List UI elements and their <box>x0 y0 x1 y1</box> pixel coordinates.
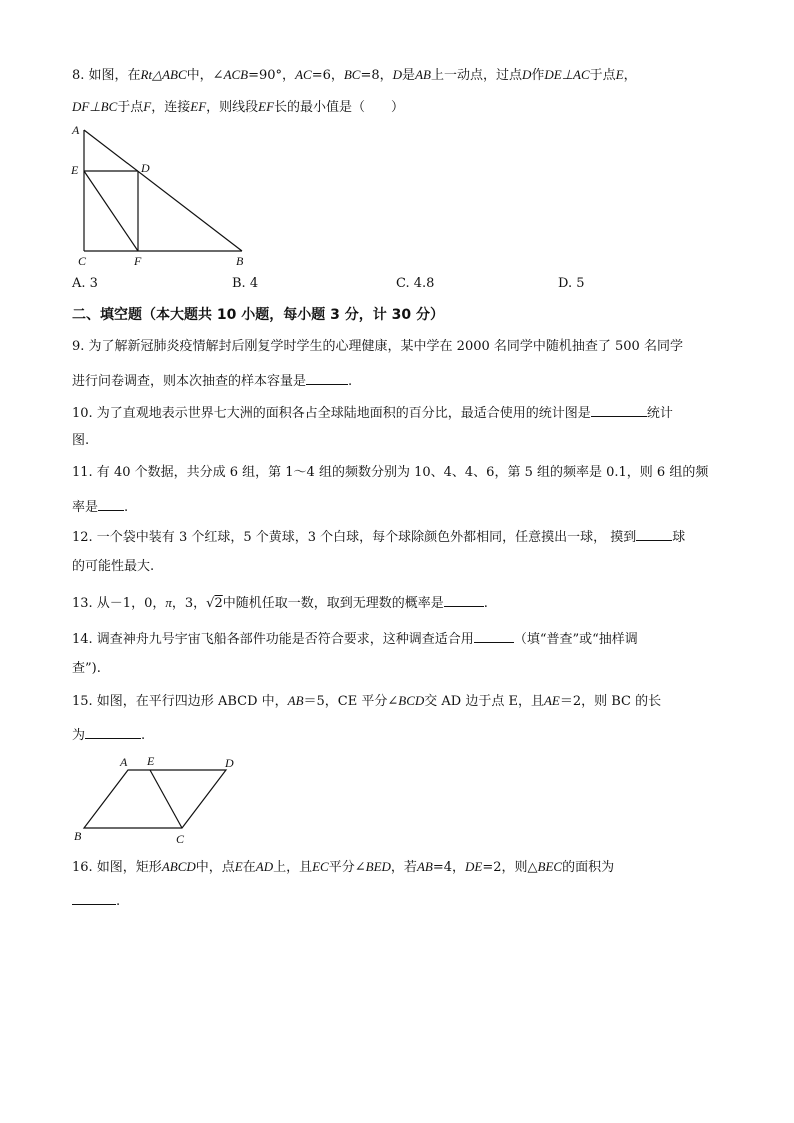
q11-text: 率是 <box>72 500 99 515</box>
q15-line1 <box>72 692 661 711</box>
answer-blank[interactable] <box>474 628 514 643</box>
q8-d: D <box>521 67 532 82</box>
q15-text: 为 <box>72 728 86 743</box>
q8-text: 中，∠ <box>186 68 224 83</box>
q15-text: 交 AD 边于点 E，且 <box>424 694 544 709</box>
q13-line <box>72 592 488 613</box>
q13-text: 中随机任取一数，取到无理数的概率是 <box>222 596 444 611</box>
answer-blank[interactable] <box>98 496 124 511</box>
answer-blank[interactable] <box>591 402 647 417</box>
label-f: F <box>134 254 142 268</box>
q8-rt: Rt△ABC <box>140 67 187 82</box>
q8-text: ，连接 <box>151 100 191 115</box>
q16-bed: BED <box>365 859 391 874</box>
q15-line2 <box>72 724 145 745</box>
q8-text: =6， <box>311 68 344 83</box>
q16-text: 上，且 <box>273 860 313 875</box>
label-b: B <box>74 829 82 843</box>
q9-line2 <box>72 370 352 391</box>
q16-ab: AB <box>416 859 433 874</box>
q8-number: 8. <box>72 68 85 83</box>
q16-text: 中，点 <box>195 860 235 875</box>
q8-text: 上一动点，过点 <box>430 68 522 83</box>
q15-ae: AE <box>543 693 560 708</box>
label-d: D <box>141 161 150 175</box>
q8-triangle-figure <box>66 120 256 270</box>
label-b: B <box>236 254 244 268</box>
q16-line1 <box>72 858 614 877</box>
segment-ec <box>150 770 182 828</box>
q8-ef: EF <box>258 99 275 114</box>
q16-text: 平分∠ <box>328 860 366 875</box>
q8-angle: ACB <box>223 67 249 82</box>
section-2-title: 二、填空题（本大题共 10 小题，每小题 3 分，计 30 分） <box>72 307 444 323</box>
q12-text: 12. 一个袋中装有 3 个红球，5 个黄球，3 个白球，每个球除颜色外都相同，任意摸出一球， 摸到 <box>72 530 637 545</box>
q8-ab: AB <box>415 67 431 82</box>
q16-text: 16. 如图，矩形 <box>72 860 162 875</box>
answer-blank[interactable] <box>85 724 141 739</box>
q8-option-c: C. 4.8 <box>396 276 435 291</box>
q8-text: =90°， <box>248 68 296 83</box>
q13-text: ，3， <box>171 596 207 611</box>
sqrt-radicand: 2 <box>214 596 223 611</box>
q14-text: 14. 调查神舟九号宇宙飞船各部件功能是否符合要求，这种调查适合用 <box>72 632 474 647</box>
q10-line2: 图. <box>72 433 90 448</box>
q10-text: 统计 <box>646 406 673 421</box>
q15-text: . <box>141 728 146 743</box>
q16-e: E <box>234 859 243 874</box>
q10-text: 10. 为了直观地表示世界七大洲的面积各占全球陆地面积的百分比，最适合使用的统计图是 <box>72 406 591 421</box>
label-e: E <box>147 754 155 768</box>
label-d: D <box>225 756 234 770</box>
q15-text: 15. 如图，在平行四边形 ABCD 中， <box>72 694 288 709</box>
q8-text: ， <box>623 68 637 83</box>
q15-bcd: BCD <box>398 693 425 708</box>
q11-line1: 11. 有 40 个数据，共分成 6 组，第 1～4 组的频数分别为 10、4、4、6，第 5 组的频率是 0.1，则 6 组的频 <box>72 465 709 480</box>
q11-text: . <box>124 500 129 515</box>
segment-ab <box>84 130 242 251</box>
segment-ef <box>84 171 138 251</box>
sqrt-icon: √ <box>206 596 215 611</box>
q15-text: ＝2，则 BC 的长 <box>559 694 662 709</box>
q15-text: ＝5，CE 平分∠ <box>303 694 399 709</box>
q8-de-ac: DE⊥AC <box>544 67 590 82</box>
q9-text: . <box>348 374 353 389</box>
q9-line1: 9. 为了解新冠肺炎疫情解封后刚复学时学生的心理健康，某中学在 2000 名同学中随机抽查了 500 名同学 <box>72 339 683 354</box>
q15-ab: AB <box>287 693 304 708</box>
q12-text: 球 <box>672 530 686 545</box>
label-c: C <box>176 832 185 846</box>
q8-bc: BC <box>343 67 361 82</box>
q8-line2 <box>72 98 404 117</box>
q8-ef: EF <box>190 99 207 114</box>
q8-text: 长的最小值是（ ） <box>274 100 405 115</box>
q12-line1 <box>72 526 685 547</box>
q8-df-bc: DF⊥BC <box>72 99 118 114</box>
q16-ad: AD <box>255 859 274 874</box>
q11-line2 <box>72 496 128 517</box>
q16-bec: BEC <box>537 859 563 874</box>
q16-abcd: ABCD <box>161 859 196 874</box>
q8-option-b: B. 4 <box>232 276 259 291</box>
q16-text: =4， <box>432 860 465 875</box>
answer-blank[interactable] <box>72 890 116 905</box>
q8-d: D <box>392 67 403 82</box>
q8-e: E <box>615 67 624 82</box>
q13-text: . <box>483 596 488 611</box>
q16-text: . <box>116 894 121 909</box>
q8-option-d: D. 5 <box>558 276 585 291</box>
q8-text: ，则线段 <box>206 100 259 115</box>
q16-ec: EC <box>312 859 329 874</box>
q16-text: =2，则△ <box>482 860 538 875</box>
label-a: A <box>120 755 128 769</box>
label-a: A <box>72 123 80 137</box>
q16-line2 <box>72 890 120 911</box>
q8-text: 于点 <box>589 68 616 83</box>
answer-blank[interactable] <box>444 592 484 607</box>
q8-text: 作 <box>531 68 545 83</box>
q8-option-a: A. 3 <box>72 276 98 291</box>
q14-line1 <box>72 628 638 649</box>
label-e: E <box>71 163 79 177</box>
q12-line2: 的可能性最大. <box>72 559 155 574</box>
q8-f: F <box>143 99 152 114</box>
q14-line2: 查”). <box>72 661 101 676</box>
q8-text: =8， <box>360 68 393 83</box>
answer-blank[interactable] <box>306 370 348 385</box>
q16-text: 在 <box>242 860 256 875</box>
q8-text: 于点 <box>117 100 144 115</box>
pi-symbol: π <box>165 595 172 610</box>
q13-text: 13. 从－1，0， <box>72 596 166 611</box>
q16-text: 的面积为 <box>562 860 615 875</box>
q16-de: DE <box>465 859 483 874</box>
answer-blank[interactable] <box>636 526 672 541</box>
q8-text: 如图，在 <box>84 68 141 83</box>
q10-line1 <box>72 402 673 423</box>
q8-line1 <box>72 66 637 85</box>
q15-parallelogram-figure <box>70 752 250 848</box>
q9-text: 进行问卷调查，则本次抽查的样本容量是 <box>72 374 307 389</box>
label-c: C <box>78 254 87 268</box>
q14-text: （填“普查”或“抽样调 <box>513 632 638 647</box>
q8-ac: AC <box>295 67 312 82</box>
q8-text: 是 <box>402 68 416 83</box>
q16-text: ，若 <box>390 860 417 875</box>
